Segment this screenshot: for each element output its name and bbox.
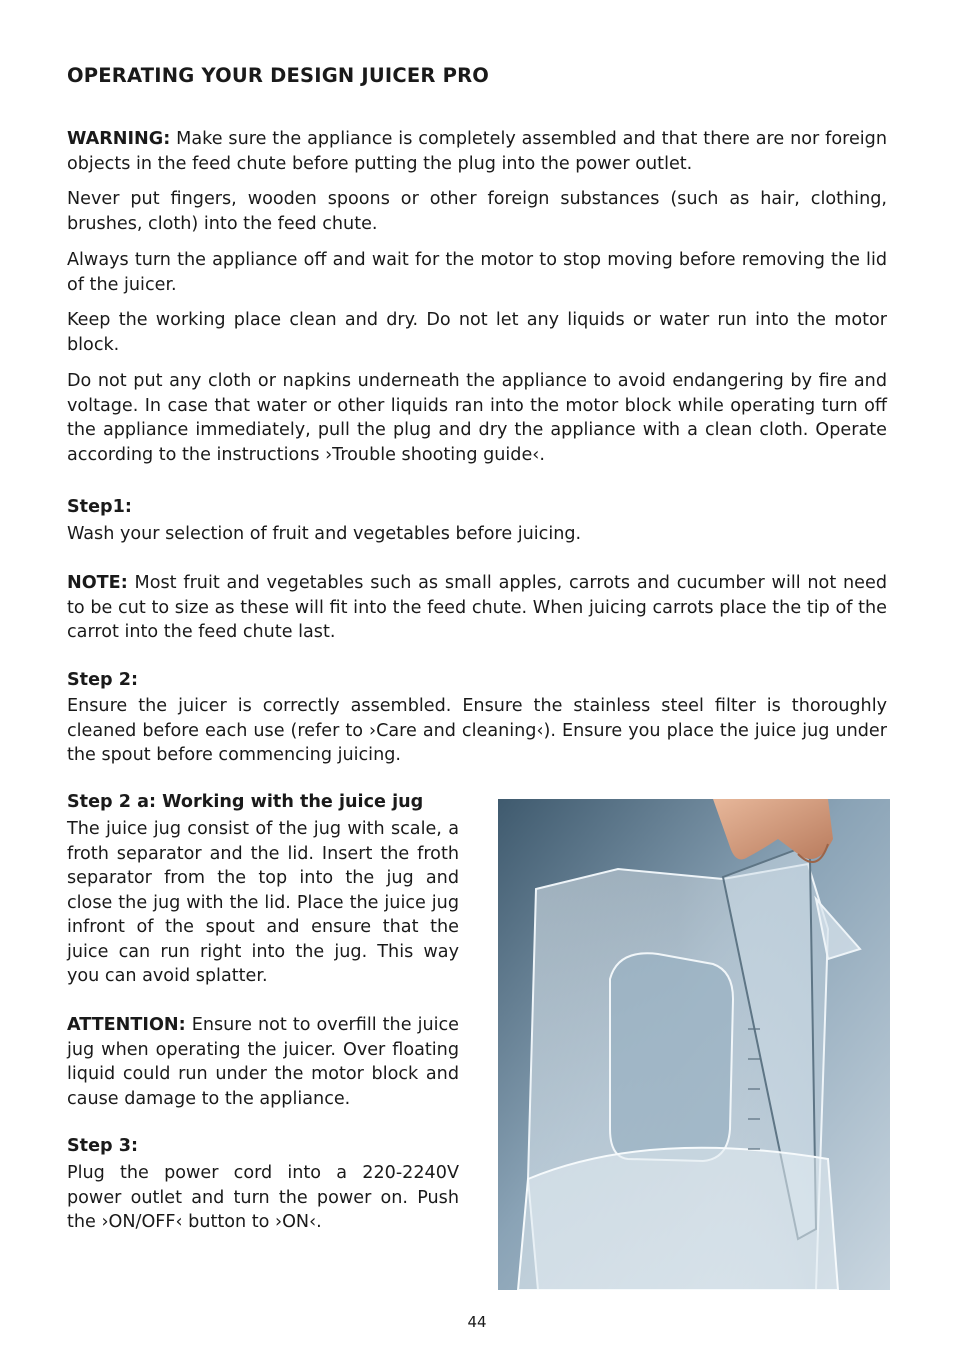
warning-label: WARNING: [67, 129, 171, 149]
step3-text: Plug the power cord into a 220-2240V power outlet and turn the power on. Push the ›ON/OFF‹ button to ›ON‹. [67, 1163, 459, 1232]
safety-paragraph-4: Do not put any cloth or napkins underneath the appliance to avoid endangering by fire and voltage. In case that water or other liquids ran into the motor block while operating turn off the appliance immediately, pull the plug and dry the appliance with a clean cloth. Operate according to the instructions ›Trouble shooting guide‹. [67, 371, 887, 465]
attention-paragraph [67, 1013, 459, 1111]
step3-heading: Step 3: [67, 1136, 139, 1156]
note-text: Most fruit and vegetables such as small apples, carrots and cucumber will not need to be cut to size as these will fit into the feed chute. When juicing carrots place the tip of the carrot into the feed chute last. [67, 573, 887, 642]
step2-heading: Step 2: [67, 670, 139, 690]
step1-text: Wash your selection of fruit and vegetables before juicing. [67, 524, 582, 544]
note-label: NOTE: [67, 573, 128, 593]
warning-text: Make sure the appliance is completely assembled and that there are nor foreign objects in the feed chute before putting the plug into the power outlet. [67, 129, 887, 174]
warning-paragraph [67, 127, 887, 176]
page-title: OPERATING YOUR DESIGN JUICER PRO [67, 64, 490, 87]
note-paragraph [67, 571, 887, 645]
juice-jug-photo [498, 799, 890, 1290]
step1-heading: Step1: [67, 497, 132, 517]
safety-paragraph-1: Never put fingers, wooden spoons or other foreign substances (such as hair, clothing, brushes, cloth) into the feed chute. [67, 189, 887, 234]
safety-paragraph-3: Keep the working place clean and dry. Do not let any liquids or water run into the motor block. [67, 310, 887, 355]
page-number: 44 [467, 1313, 487, 1331]
step2a-heading: Step 2 a: Working with the juice jug [67, 792, 424, 812]
step2a-text: The juice jug consist of the jug with scale, a froth separator and the lid. Insert the froth separator from the top into the jug and close the jug with the lid. Place the juice jug infront of the spout and ensure that the juice can run right into the jug. This way you can avoid splatter. [67, 819, 459, 986]
attention-text: Ensure not to overfill the juice jug when operating the juicer. Over floating liquid could run under the motor block and cause damage to the appliance. [67, 1015, 459, 1109]
step2-text: Ensure the juicer is correctly assembled. Ensure the stainless steel filter is thoroughly cleaned before each use (refer to ›Care and cleaning‹). Ensure you place the juice jug under the spout before commencing juicing. [67, 696, 887, 765]
attention-label: ATTENTION: [67, 1015, 186, 1035]
safety-paragraph-2: Always turn the appliance off and wait for the motor to stop moving before removing the lid of the juicer. [67, 250, 887, 295]
